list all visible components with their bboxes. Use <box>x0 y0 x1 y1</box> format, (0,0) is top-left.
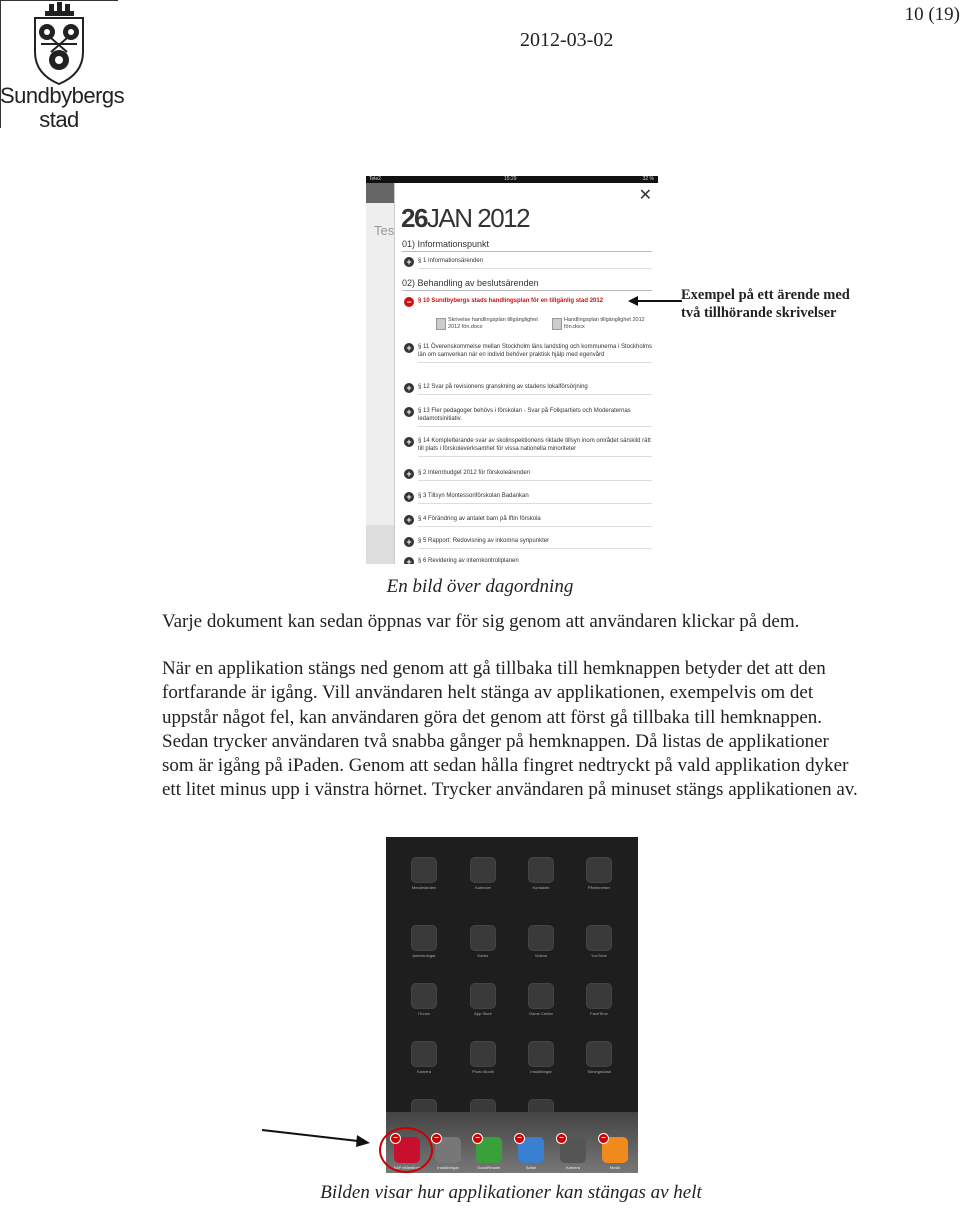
plus-icon: + <box>404 437 414 447</box>
agenda-item-text: § 11 Överenskommelse mellan Stockholm läns landsting och kommunerna i Stockholms län om samverkan när en individ behöver praktisk hjälp med egenvård <box>418 344 652 358</box>
minus-icon[interactable]: − <box>431 1133 442 1144</box>
side-panel-footer <box>366 525 394 564</box>
app-icon[interactable]: Inställningar <box>526 1041 556 1074</box>
app-icon[interactable]: App Store <box>468 983 498 1016</box>
meeting-date-rest: JAN 2012 <box>426 203 530 233</box>
agenda-item[interactable] <box>406 407 652 427</box>
body-paragraph-2: När en applikation stängs ned genom att gå tillbaka till hemknappen betyder det att den fortfarande är igång. Vill användaren helt stänga av applikationen, exempelvis om det uppstår något fel, kan användaren göra det genom att först gå tillbaka till hemknappen. Sedan trycker användaren två snabba gånger på hemknappen. Då listas de applikationer som är igång på iPaden. Genom att sedan hålla fingret nedtryckt på vald applikation dyker ett litet minus upp i vänstra hörnet. Trycker användaren på minuset stängs applikationen av. <box>162 658 858 801</box>
plus-icon: + <box>404 537 414 547</box>
home-screen-screenshot <box>386 837 638 1173</box>
app-icon[interactable]: FaceTime <box>584 983 614 1016</box>
document-icon <box>552 318 562 330</box>
section-information: 01) Informationspunkt <box>402 239 652 252</box>
annotation-line1: Exempel på ett ärende med <box>681 287 850 303</box>
plus-icon: + <box>404 343 414 353</box>
minus-icon[interactable]: − <box>390 1133 401 1144</box>
plus-icon: + <box>404 407 414 417</box>
agenda-item[interactable] <box>406 557 652 564</box>
document-date: 2012-03-02 <box>520 29 614 51</box>
app-icon[interactable]: iTunes <box>409 983 439 1016</box>
plus-icon: + <box>404 515 414 525</box>
org-name-line2: stad <box>39 107 79 132</box>
app-icon[interactable]: Kontakter <box>526 857 556 890</box>
status-battery: 32 % <box>642 176 654 182</box>
sundbyberg-logo <box>0 0 125 132</box>
side-panel-header <box>366 183 394 203</box>
agenda-item[interactable] <box>406 257 652 269</box>
agenda-item[interactable] <box>406 492 652 504</box>
meeting-date-day: 26 <box>401 203 427 233</box>
logo-top-rule <box>0 0 118 1</box>
meeting-date <box>401 203 529 234</box>
dock-app-settings[interactable]: − Inställningar <box>433 1137 463 1170</box>
agenda-item-text: § 3 Tillsyn Montessoriförskolan Badankan <box>418 493 529 499</box>
agenda-item-text: § 2 Internbudget 2012 för förskoleärenden <box>418 470 531 476</box>
org-name-line1: Sundbybergs <box>0 83 125 108</box>
agenda-item[interactable] <box>406 469 652 481</box>
section-decisions: 02) Behandling av beslutsärenden <box>402 278 652 291</box>
annotation-text <box>681 286 850 322</box>
agenda-item[interactable] <box>406 437 652 457</box>
plus-icon: + <box>404 469 414 479</box>
page-number: 10 (19) <box>904 4 960 25</box>
app-icon[interactable]: Videos <box>526 925 556 958</box>
agenda-item-text: § 14 Kompletterande svar av skolinspektionens riktade tillsyn inom området särskild rätt till plats i förskoleverksamhet för vissa nationella minoriteter <box>418 438 651 452</box>
annotation-arrow <box>626 292 686 310</box>
agenda-item[interactable] <box>406 383 652 395</box>
app-icon[interactable]: Kamera <box>409 1041 439 1074</box>
agenda-item-text: § 5 Rapport: Redovisning av inkomna synpunkter <box>418 538 550 544</box>
app-icon[interactable]: Meddelanden <box>409 857 439 890</box>
app-icon[interactable]: YouTube <box>584 925 614 958</box>
coat-of-arms-icon <box>29 2 89 88</box>
agenda-item-text: § 12 Svar på revisionens granskning av stadens lokalförsörjning <box>418 384 588 390</box>
plus-icon: + <box>404 257 414 267</box>
status-bar <box>366 176 658 183</box>
side-panel <box>366 183 395 564</box>
status-carrier: Tele2 <box>369 176 381 182</box>
status-time: 15:29 <box>504 176 517 182</box>
dock-app-music[interactable]: − Musik <box>600 1137 630 1170</box>
attachment-1-name: Skrivelse handlingsplan tillgänglighet 2012 fön.docx <box>448 317 538 330</box>
annotation-line2: två tillhörande skrivelser <box>681 305 837 321</box>
plus-icon: + <box>404 383 414 393</box>
close-icon[interactable]: ✕ <box>638 187 652 204</box>
app-icon[interactable]: Tidningskiosk <box>584 1041 614 1074</box>
agenda-item[interactable] <box>406 343 652 363</box>
annotation-arrow-2 <box>260 1124 372 1148</box>
app-icon[interactable]: Kartor <box>468 925 498 958</box>
agenda-item-text: § 6 Revidering av internkontrollplanen <box>418 558 519 564</box>
body-paragraph-1: Varje dokument kan sedan öppnas var för sig genom att användaren klickar på dem. <box>162 611 800 632</box>
agenda-item[interactable] <box>406 515 652 527</box>
org-name <box>0 83 125 132</box>
app-icon[interactable]: Photo Booth <box>468 1041 498 1074</box>
minus-icon[interactable]: − <box>472 1133 483 1144</box>
minus-icon[interactable]: − <box>556 1133 567 1144</box>
attachment-1[interactable] <box>436 317 548 331</box>
dock-app-camera[interactable]: − Kamera <box>558 1137 588 1170</box>
document-icon <box>436 318 446 330</box>
agenda-panel <box>396 183 658 564</box>
side-panel-label: Tes <box>374 223 395 238</box>
agenda-item-text: § 4 Förändring av antalet barn på Iftin förskola <box>418 516 541 522</box>
dock-app-goodreader[interactable]: − GoodReader <box>474 1137 504 1170</box>
agenda-item-text: § 10 Sundbybergs stads handlingsplan för en tillgänlig stad 2012 <box>418 298 604 304</box>
attachment-2[interactable] <box>552 317 654 331</box>
app-icon[interactable]: Anteckningar <box>409 925 439 958</box>
figure-caption-1: En bild över dagordning <box>386 576 574 597</box>
agenda-screenshot <box>366 176 658 564</box>
figure-caption-2: Bilden visar hur applikationer kan stängas av helt <box>320 1182 702 1203</box>
minus-icon[interactable]: − <box>598 1133 609 1144</box>
agenda-item[interactable] <box>406 537 652 549</box>
highlight-circle <box>379 1127 433 1173</box>
agenda-item-expanded[interactable] <box>406 297 652 308</box>
agenda-item-text: § 1 Informationsärenden <box>418 258 484 264</box>
app-icon[interactable]: Game Center <box>526 983 556 1016</box>
plus-icon: + <box>404 557 414 564</box>
app-icon[interactable]: Kalender <box>468 857 498 890</box>
plus-icon: + <box>404 492 414 502</box>
dock-app-emeetings[interactable]: − 3i4P eMeetings <box>392 1137 422 1170</box>
app-icon[interactable]: Påminnelser <box>584 857 614 890</box>
dock-app-safari[interactable]: − Safari <box>516 1137 546 1170</box>
agenda-item-text: § 13 Fler pedagoger behövs i förskolan - Svar på Folkpartiets och Moderaternas ledamotsinitiativ. <box>418 408 631 422</box>
minus-icon[interactable]: − <box>514 1133 525 1144</box>
minus-icon: − <box>404 297 414 307</box>
attachment-2-name: Handlingsplan tillgänglighet 2012 fön.docx <box>564 317 645 330</box>
